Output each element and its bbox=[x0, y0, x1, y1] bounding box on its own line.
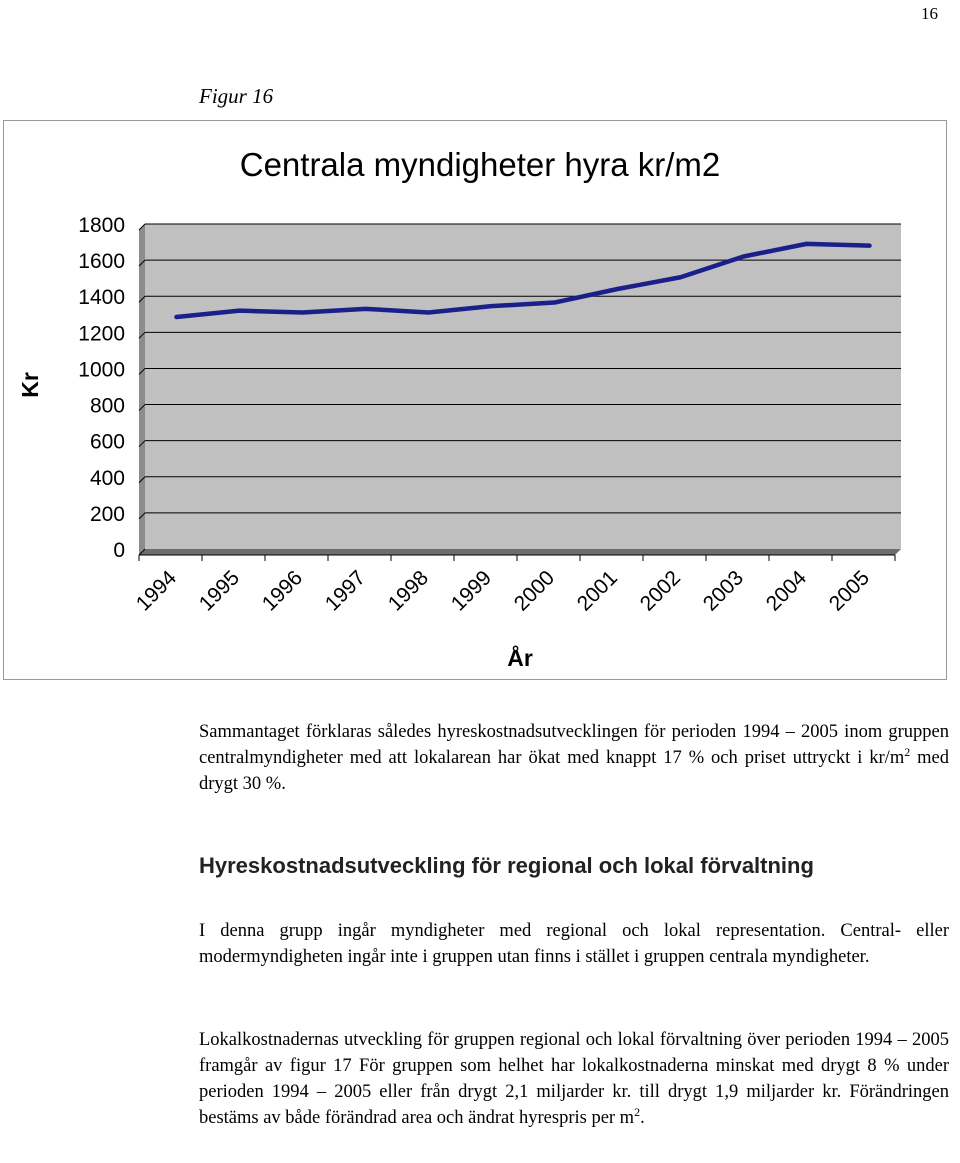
y-axis-title: Kr bbox=[17, 372, 43, 398]
cost-development-text: Lokalkostnadernas utveckling för gruppen regional och lokal förvaltning över perioden 1994 – 2005 framgår av figur 17 För gruppen som helhet har lokalkostnaderna minskat med drygt 8 % under perioden 1994 – 2005 eller från drygt 2,1 miljarder kr. till drygt 1,9 miljarder kr. Förändringen bestäms av både förändrad area och ändrat hyrespris per m bbox=[199, 1030, 949, 1128]
x-tick-label: 2002 bbox=[635, 566, 686, 616]
y-tick-label: 200 bbox=[89, 502, 125, 526]
data-point bbox=[175, 315, 178, 318]
group-description-paragraph: I denna grupp ingår myndigheter med regional och lokal representation. Central- eller modermyndigheten ingår inte i gruppen utan finns i stället i gruppen centrala myndigheter. bbox=[199, 921, 949, 967]
data-point bbox=[616, 288, 619, 291]
y-tick-label: 600 bbox=[89, 430, 125, 454]
data-point bbox=[805, 242, 808, 245]
x-tick-label: 1996 bbox=[257, 566, 308, 616]
line-chart bbox=[4, 121, 948, 681]
x-tick-label: 1995 bbox=[194, 566, 245, 616]
cost-development-paragraph bbox=[199, 1027, 949, 1131]
data-point bbox=[679, 276, 682, 279]
cost-development-superscript: 2 bbox=[634, 1105, 641, 1119]
y-tick-label: 0 bbox=[113, 539, 125, 562]
y-tick-label: 400 bbox=[89, 466, 125, 490]
chart-title: Centrala myndigheter hyra kr/m2 bbox=[239, 146, 721, 183]
data-point bbox=[238, 309, 241, 312]
chart-frame bbox=[3, 120, 947, 680]
page-number: 16 bbox=[921, 4, 938, 23]
summary-superscript: 2 bbox=[904, 745, 911, 759]
x-tick-label: 2003 bbox=[698, 566, 749, 616]
x-tick-label: 1997 bbox=[320, 566, 371, 616]
data-point bbox=[490, 305, 493, 308]
plot-area bbox=[145, 224, 901, 549]
y-tick-label: 1200 bbox=[78, 322, 125, 346]
data-point bbox=[553, 301, 556, 304]
x-tick-label: 2000 bbox=[509, 566, 560, 616]
x-tick-label: 1994 bbox=[131, 566, 182, 616]
section-heading: Hyreskostnadsutveckling för regional och lokal förvaltning bbox=[199, 853, 814, 878]
data-point bbox=[742, 255, 745, 258]
x-tick-label: 2005 bbox=[824, 566, 875, 616]
x-tick-label: 1999 bbox=[446, 566, 497, 616]
data-point bbox=[364, 307, 367, 310]
y-tick-label: 1400 bbox=[78, 286, 125, 310]
plot-floor bbox=[139, 549, 901, 555]
y-tick-label: 1800 bbox=[78, 214, 125, 237]
figure-label: Figur 16 bbox=[199, 84, 274, 108]
x-tick-label: 2001 bbox=[572, 566, 623, 616]
cost-development-text-end: . bbox=[640, 1108, 645, 1128]
summary-text: Sammantaget förklaras således hyreskostnadsutvecklingen för perioden 1994 – 2005 inom gruppen centralmyndigheter med att lokalarean har ökat med knappt 17 % och priset uttryckt i kr/m bbox=[199, 722, 949, 768]
x-tick-label: 2004 bbox=[761, 566, 812, 616]
y-tick-label: 800 bbox=[89, 394, 125, 418]
data-point bbox=[427, 311, 430, 314]
data-point bbox=[301, 311, 304, 314]
plot-side-wall bbox=[139, 224, 145, 555]
y-tick-label: 1000 bbox=[78, 358, 125, 382]
summary-text-end: med drygt 30 %. bbox=[199, 748, 949, 794]
x-tick-label: 1998 bbox=[383, 566, 434, 616]
data-point bbox=[868, 244, 871, 247]
y-tick-label: 1600 bbox=[78, 250, 125, 274]
summary-paragraph bbox=[199, 719, 949, 797]
x-axis-title: År bbox=[507, 645, 533, 671]
